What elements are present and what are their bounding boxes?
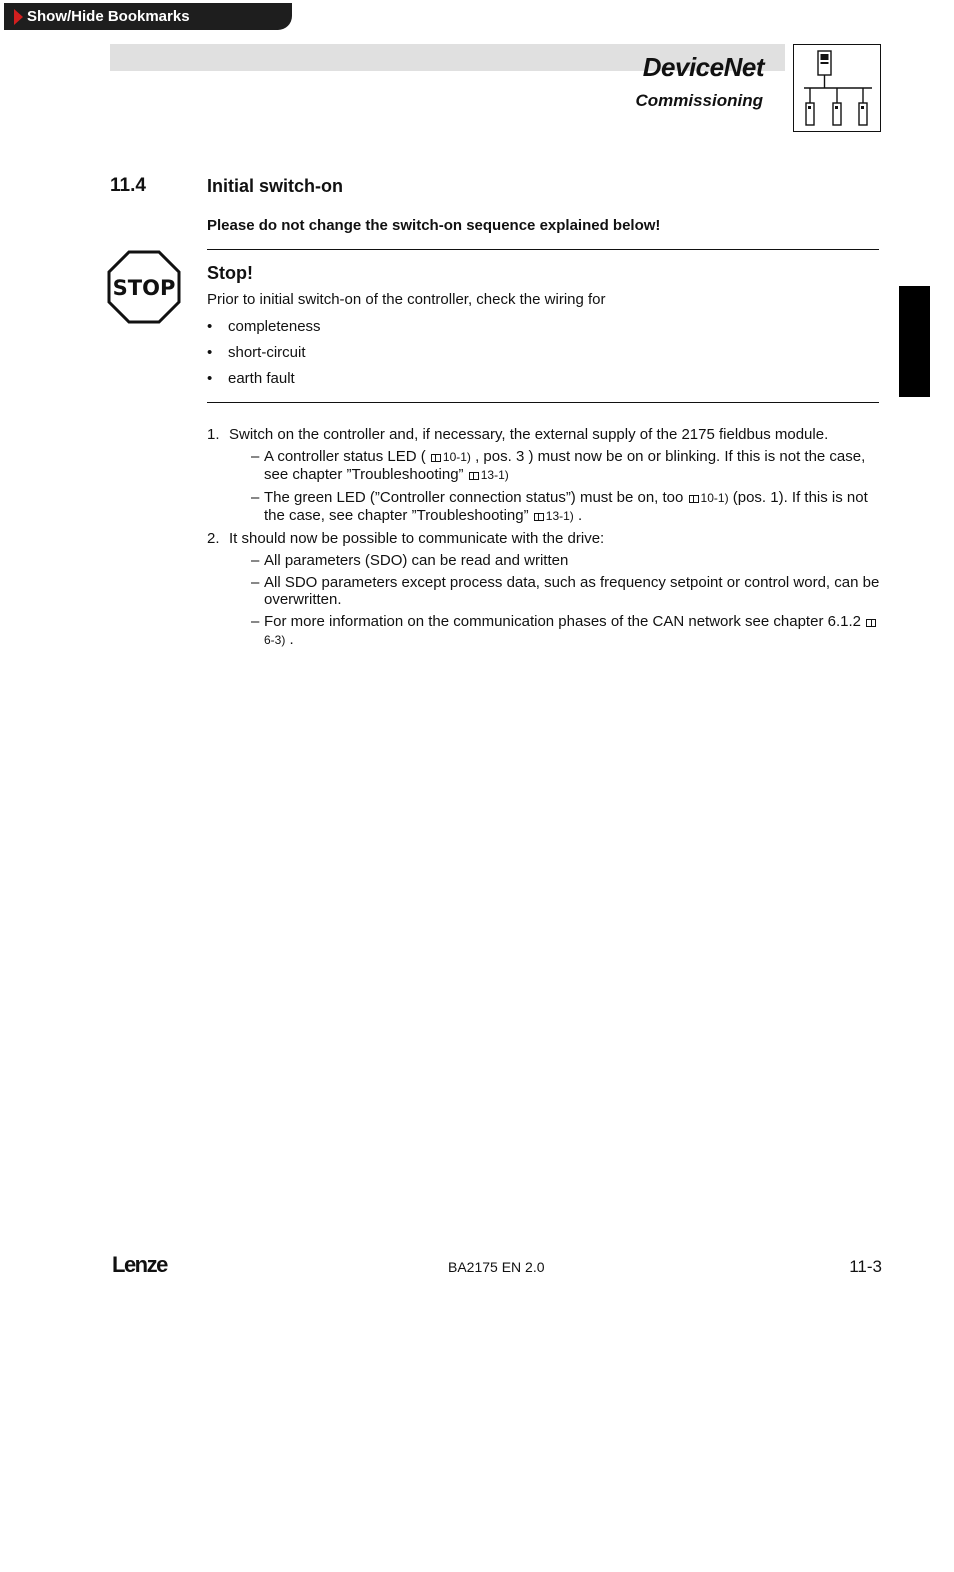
lenze-logo: Lenze [112, 1252, 167, 1277]
book-icon [469, 472, 479, 480]
stop-sign-label: STOP [112, 276, 176, 300]
stop-title: Stop! [207, 263, 253, 283]
book-icon [689, 495, 699, 503]
bullet-icon: • [207, 318, 213, 335]
list-item: – The green LED (”Controller connection status”) must be on, too 10-1) (pos. 1). If this is not the case, see chapter ”Troubleshooting” 13-1) . [251, 489, 868, 524]
list-item: – All parameters (SDO) can be read and written [251, 552, 569, 569]
page-number: 11-3 [849, 1257, 882, 1276]
document-id: BA2175 EN 2.0 [448, 1259, 545, 1275]
section-number: 11.4 [110, 175, 146, 196]
step-2: 2. It should now be possible to communicate with the drive: – All parameters (SDO) can be read and written – All SDO parameters except process data, such as frequency setpoint or control word, can be overwritten. – For more information on the communication phases of the CAN network see chapter 6.1.2 6-3) . [207, 530, 882, 649]
bottom-divider [207, 402, 879, 403]
page-reference[interactable]: 13-1) [533, 509, 574, 523]
show-hide-bookmarks-button[interactable] [4, 3, 292, 30]
top-divider [207, 249, 879, 250]
header-title: DeviceNet [642, 52, 764, 82]
book-icon [866, 619, 876, 627]
list-item: • short-circuit [207, 344, 321, 370]
section-title: Initial switch-on [207, 176, 344, 196]
list-item: • earth fault [207, 370, 321, 396]
bullet-icon: • [207, 344, 213, 361]
stop-intro: Prior to initial switch-on of the controller, check the wiring for [207, 291, 606, 308]
list-item: • completeness [207, 318, 321, 344]
header-subtitle: Commissioning [635, 91, 763, 110]
bookmarks-label: Show/Hide Bookmarks [27, 8, 190, 25]
list-item: – A controller status LED ( 10-1) , pos. 3 ) must now be on or blinking. If this is not the case, see chapter ”Troubleshooting” 13-1) [251, 448, 866, 483]
bullet-icon: • [207, 370, 213, 387]
page-reference[interactable]: 10-1) [430, 450, 471, 464]
play-arrow-icon [14, 9, 23, 25]
chapter-thumb-tab [899, 286, 930, 397]
sequence-warning: Please do not change the switch-on sequence explained below! [207, 217, 661, 234]
network-topology-icon [793, 44, 881, 132]
list-item: – All SDO parameters except process data, such as frequency setpoint or control word, can be overwritten. [251, 574, 880, 608]
step-text: Switch on the controller and, if necessary, the external supply of the 2175 fieldbus module. [229, 426, 829, 443]
list-item: – For more information on the communication phases of the CAN network see chapter 6.1.2 6-3) . [251, 613, 882, 649]
book-icon [431, 454, 441, 462]
stop-sign-icon [107, 250, 181, 324]
book-icon [534, 513, 544, 521]
page-reference[interactable]: 10-1) [688, 491, 729, 505]
page-reference[interactable]: 13-1) [468, 468, 509, 482]
page-reference[interactable]: 6-3) [264, 615, 878, 647]
step-1: 1. Switch on the controller and, if necessary, the external supply of the 2175 fieldbus module. – A controller status LED ( 10-1) , pos. 3 ) must now be on or blinking. If this is not the case, see chapter ”Troubleshooting” 13-1) – The green LED (”Controller connection status”) must be on, too 10-1) (pos. 1). If this is not the case, see chapter ”Troubleshooting” 13-1) . [207, 426, 882, 525]
wiring-check-list [207, 318, 321, 396]
switch-on-steps [207, 426, 882, 654]
step-text: It should now be possible to communicate with the drive: [229, 530, 605, 547]
